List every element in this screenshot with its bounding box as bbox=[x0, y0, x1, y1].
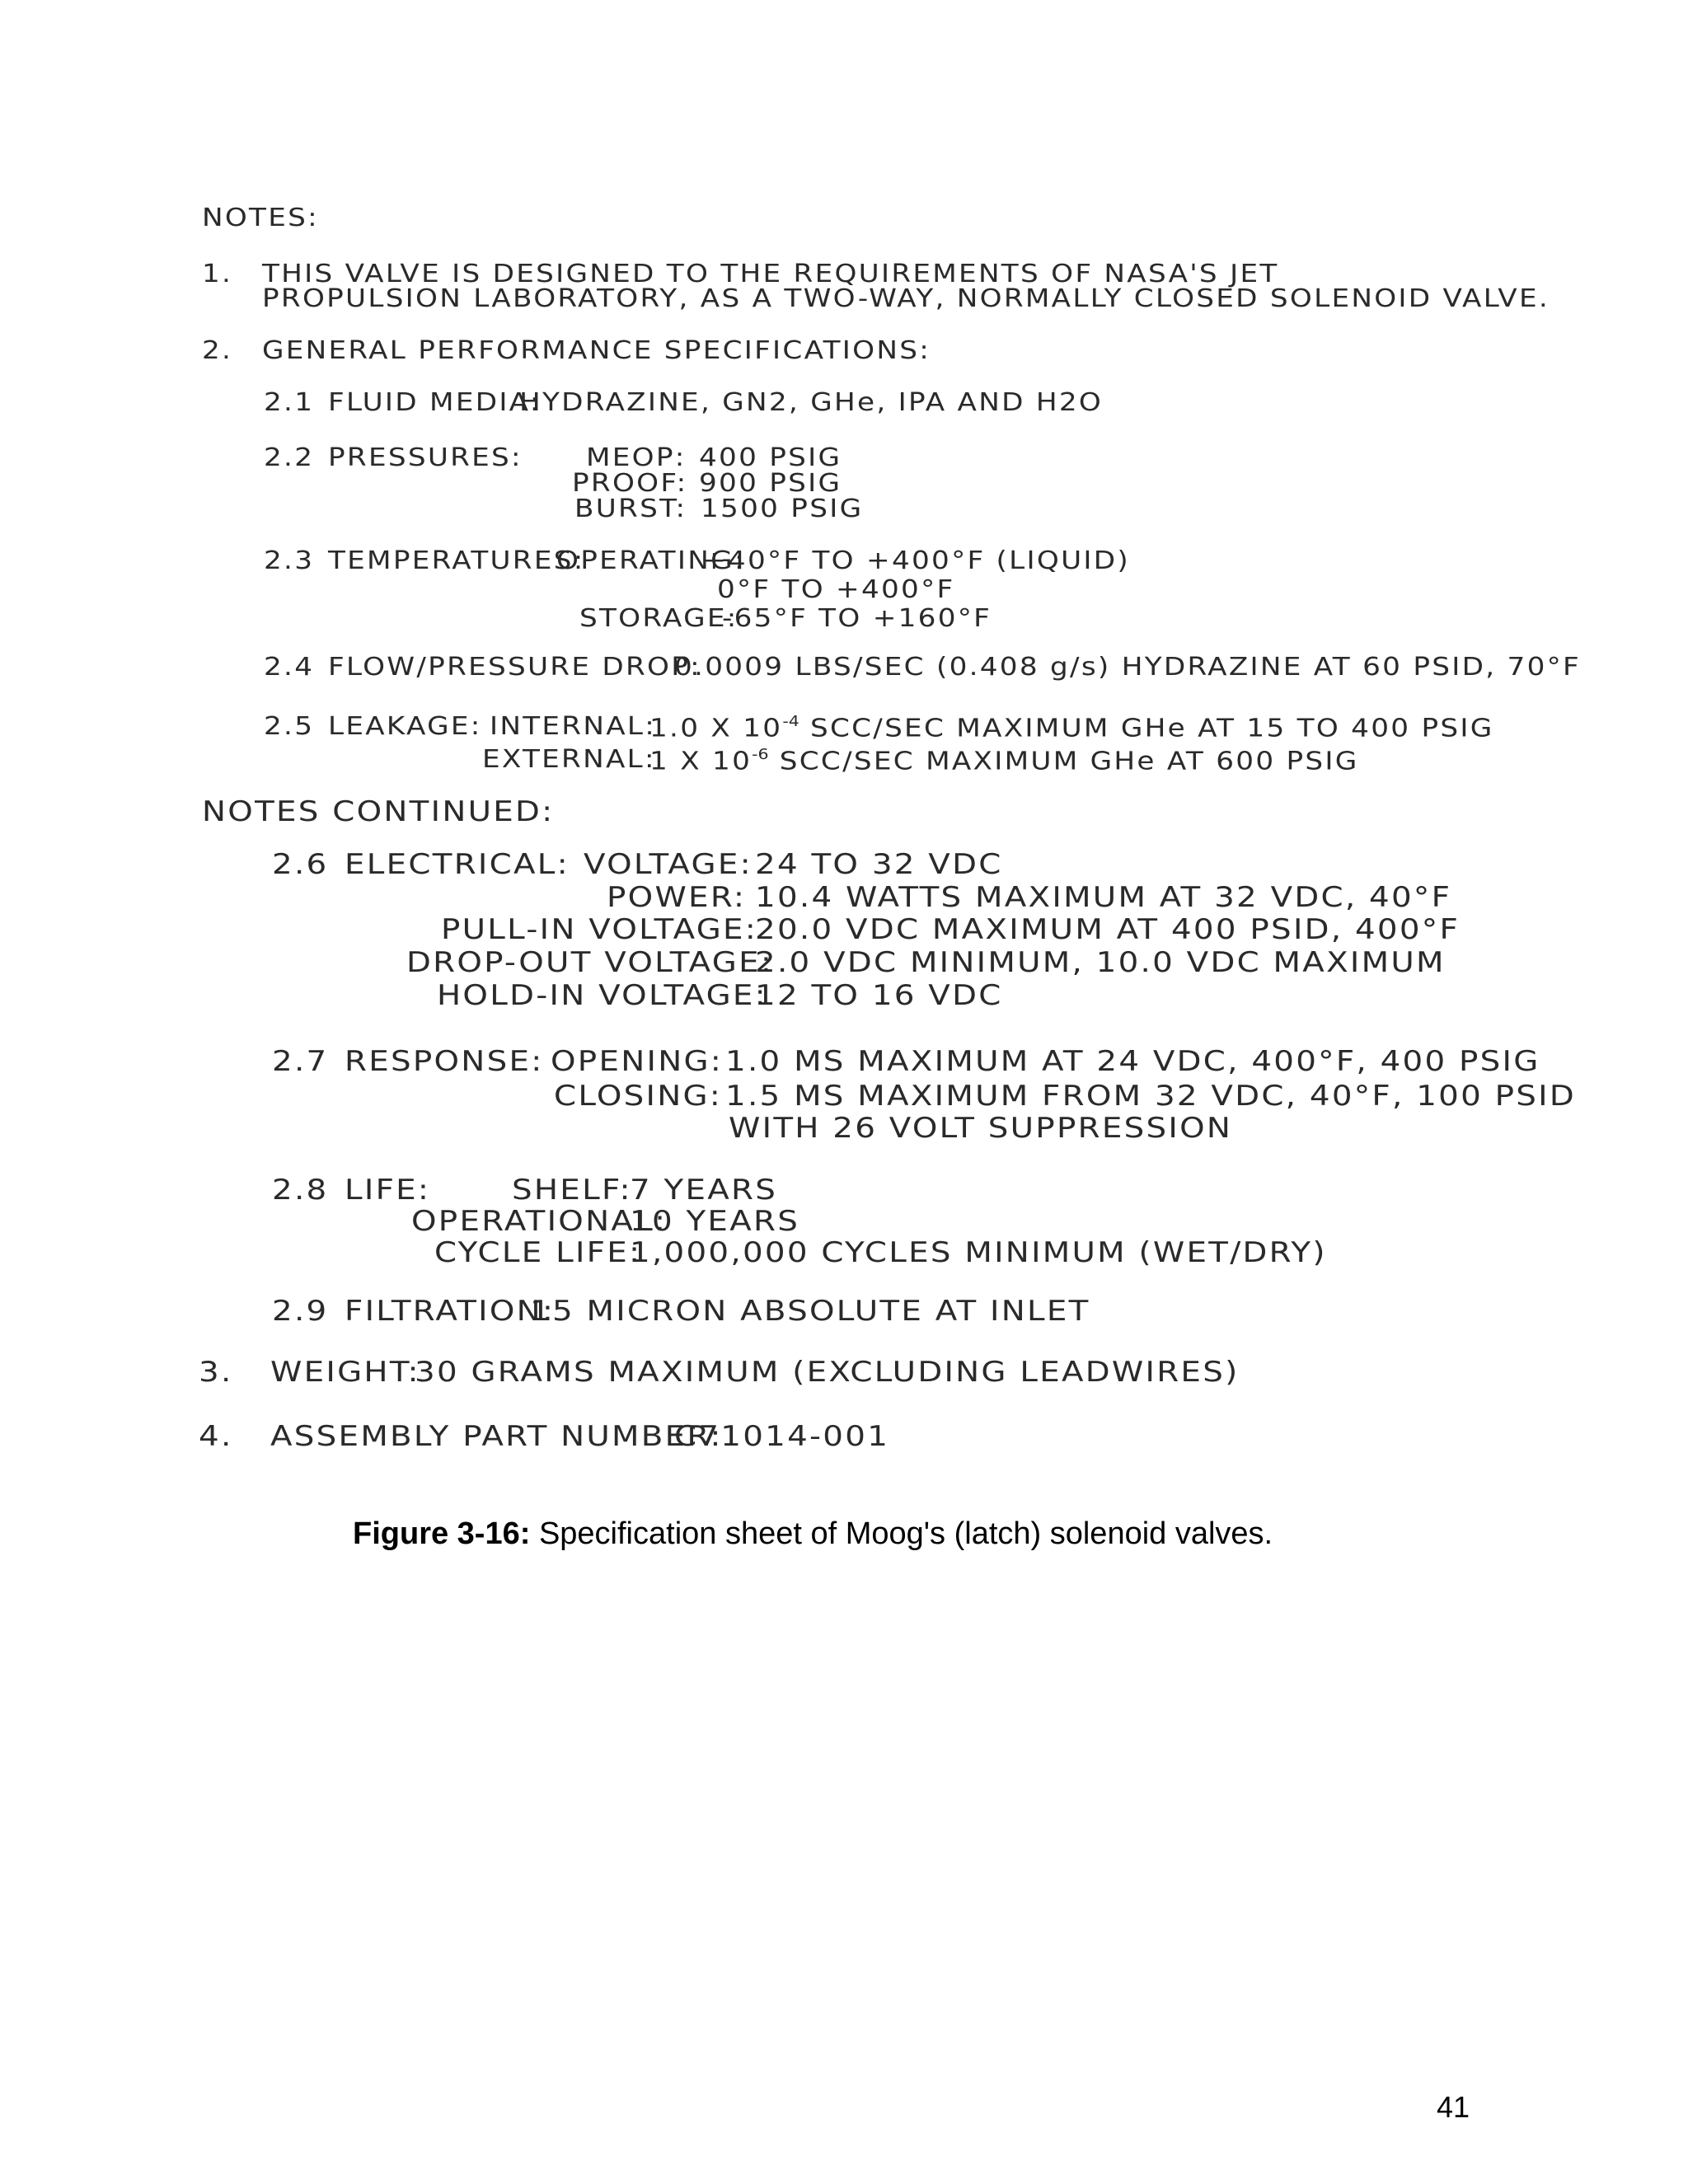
pressure-value: 400 PSIG bbox=[699, 443, 842, 472]
spec-2-5-number: 2.5 bbox=[264, 712, 315, 741]
storage-key: STORAGE: bbox=[579, 604, 738, 633]
spec-2-3-number: 2.3 bbox=[264, 546, 315, 575]
note-1-line-2: PROPULSION LABORATORY, AS A TWO-WAY, NORMALLY CLOSED SOLENOID VALVE. bbox=[262, 284, 1550, 313]
spec-2-6-label: ELECTRICAL: bbox=[345, 848, 570, 881]
electrical-value: 12 TO 16 VDC bbox=[755, 979, 1003, 1012]
spec-2-1-value: HYDRAZINE, GN2, GHe, IPA AND H2O bbox=[519, 388, 1104, 417]
internal-text: SCC/SEC MAXIMUM GHe AT 15 TO 400 PSIG bbox=[809, 714, 1494, 743]
electrical-value: 24 TO 32 VDC bbox=[755, 848, 1003, 881]
figure-label: Figure 3-16: bbox=[353, 1516, 531, 1551]
internal-base: 1.0 X 10 bbox=[649, 714, 783, 743]
electrical-key: DROP-OUT VOLTAGE: bbox=[406, 946, 774, 979]
life-value: 1,000,000 CYCLES MINIMUM (WET/DRY) bbox=[630, 1236, 1327, 1269]
spec-2-7-label: RESPONSE: bbox=[345, 1045, 544, 1078]
spec-2-8-label: LIFE: bbox=[345, 1174, 431, 1207]
note-2-number: 2. bbox=[202, 336, 233, 365]
note-3-label: WEIGHT: bbox=[270, 1356, 420, 1389]
note-4-value: C71014-001 bbox=[674, 1420, 890, 1453]
spec-2-4-label: FLOW/PRESSURE DROP: bbox=[328, 653, 701, 682]
external-text: SCC/SEC MAXIMUM GHe AT 600 PSIG bbox=[779, 747, 1359, 776]
opening-key: OPENING: bbox=[551, 1045, 724, 1078]
figure-caption-text: Specification sheet of Moog's (latch) solenoid valves. bbox=[530, 1516, 1273, 1551]
note-1-number: 1. bbox=[202, 260, 233, 288]
storage-value: -65°F TO +160°F bbox=[722, 604, 992, 633]
closing-key: CLOSING: bbox=[554, 1080, 723, 1113]
note-2-label: GENERAL PERFORMANCE SPECIFICATIONS: bbox=[262, 336, 931, 365]
spec-2-4-value: 0.0009 LBS/SEC (0.408 g/s) HYDRAZINE AT 60 PSID, 70°F bbox=[674, 653, 1581, 682]
note-3-value: 30 GRAMS MAXIMUM (EXCLUDING LEADWIRES) bbox=[415, 1356, 1240, 1389]
closing-value-1: 1.5 MS MAXIMUM FROM 32 VDC, 40°F, 100 PSID bbox=[725, 1080, 1577, 1113]
electrical-value: 20.0 VDC MAXIMUM AT 400 PSID, 400°F bbox=[755, 913, 1461, 946]
operating-value-1: +40°F TO +400°F (LIQUID) bbox=[702, 546, 1131, 575]
life-key: OPERATIONAL: bbox=[411, 1205, 668, 1238]
internal-key: INTERNAL: bbox=[490, 712, 657, 741]
life-value: 10 YEARS bbox=[630, 1205, 800, 1238]
life-key: CYCLE LIFE: bbox=[434, 1236, 642, 1269]
figure-caption bbox=[353, 1516, 1273, 1552]
electrical-key: VOLTAGE: bbox=[584, 848, 753, 881]
spec-2-1-label: FLUID MEDIA: bbox=[328, 388, 542, 417]
spec-2-9-value: 15 MICRON ABSOLUTE AT INLET bbox=[530, 1295, 1090, 1328]
spec-2-8-number: 2.8 bbox=[272, 1174, 329, 1207]
pressure-key: MEOP: bbox=[586, 443, 687, 472]
pressure-value: 1500 PSIG bbox=[701, 494, 864, 523]
note-4-label: ASSEMBLY PART NUMBER: bbox=[270, 1420, 723, 1453]
spec-2-7-number: 2.7 bbox=[272, 1045, 329, 1078]
closing-value-2: WITH 26 VOLT SUPPRESSION bbox=[729, 1112, 1233, 1145]
internal-value bbox=[649, 715, 1494, 742]
note-1-line-1: THIS VALVE IS DESIGNED TO THE REQUIREMENTS OF NASA'S JET bbox=[262, 260, 1279, 288]
pressure-value: 900 PSIG bbox=[699, 469, 842, 498]
external-base: 1 X 10 bbox=[649, 747, 753, 776]
spec-2-2-label: PRESSURES: bbox=[328, 443, 523, 472]
spec-2-4-number: 2.4 bbox=[264, 653, 315, 682]
notes-heading: NOTES: bbox=[202, 204, 319, 232]
life-key: SHELF: bbox=[512, 1174, 632, 1207]
spec-2-1-number: 2.1 bbox=[264, 388, 315, 417]
opening-value: 1.0 MS MAXIMUM AT 24 VDC, 400°F, 400 PSIG bbox=[725, 1045, 1540, 1078]
note-3-number: 3. bbox=[199, 1356, 233, 1389]
internal-exponent: -4 bbox=[782, 713, 799, 730]
electrical-key: HOLD-IN VOLTAGE: bbox=[437, 979, 767, 1012]
pressure-key: PROOF: bbox=[572, 469, 688, 498]
electrical-value: 10.4 WATTS MAXIMUM AT 32 VDC, 40°F bbox=[755, 881, 1452, 914]
external-key: EXTERNAL: bbox=[482, 745, 656, 774]
electrical-key: POWER: bbox=[607, 881, 747, 914]
spec-2-9-number: 2.9 bbox=[272, 1295, 329, 1328]
spec-2-5-label: LEAKAGE: bbox=[328, 712, 482, 741]
note-4-number: 4. bbox=[199, 1420, 233, 1453]
external-value bbox=[649, 748, 1359, 775]
spec-2-6-number: 2.6 bbox=[272, 848, 329, 881]
spec-2-9-label: FILTRATION: bbox=[345, 1295, 556, 1328]
electrical-value: 2.0 VDC MINIMUM, 10.0 VDC MAXIMUM bbox=[755, 946, 1446, 979]
spec-2-3-label: TEMPERATURES: bbox=[328, 546, 585, 575]
notes-continued-heading: NOTES CONTINUED: bbox=[202, 795, 555, 828]
spec-2-2-number: 2.2 bbox=[264, 443, 315, 472]
page-number: 41 bbox=[1437, 2090, 1470, 2124]
operating-key: OPERATING: bbox=[556, 546, 746, 575]
life-value: 7 YEARS bbox=[630, 1174, 778, 1207]
external-exponent: -6 bbox=[752, 746, 769, 763]
operating-value-2: 0°F TO +400°F bbox=[717, 575, 955, 604]
electrical-key: PULL-IN VOLTAGE: bbox=[441, 913, 758, 946]
pressure-key: BURST: bbox=[574, 494, 687, 523]
